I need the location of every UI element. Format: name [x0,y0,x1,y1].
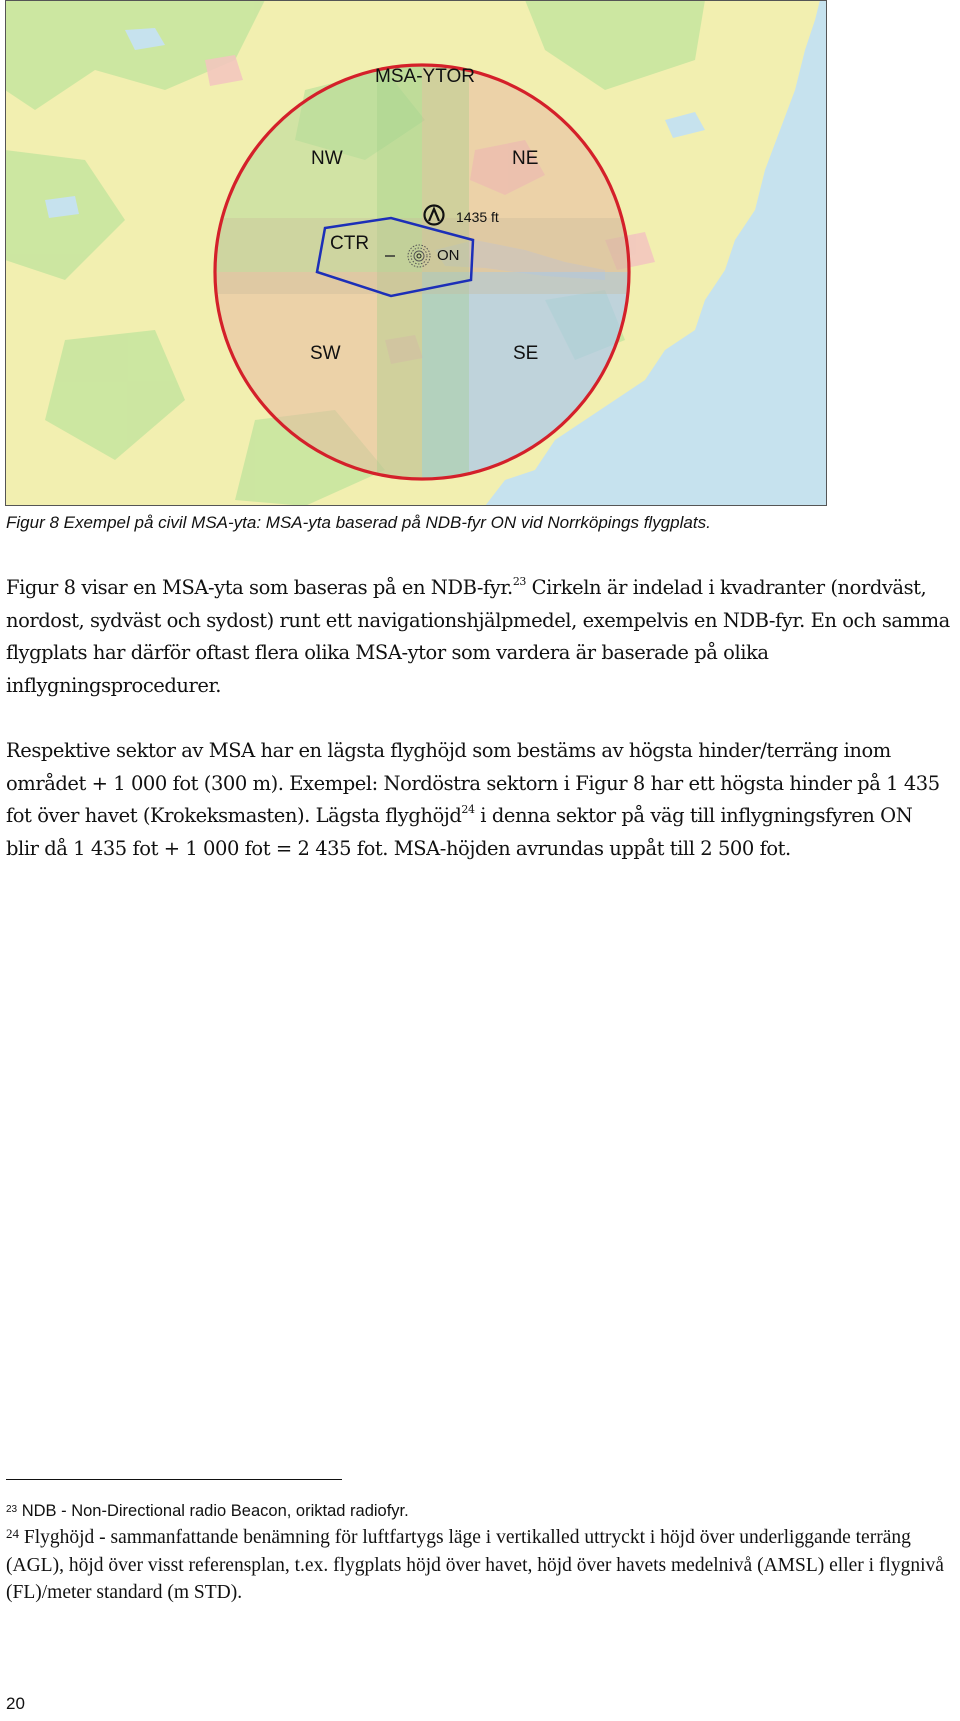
ctr-label: CTR [330,233,370,254]
paragraph-1 [6,572,950,702]
sector-nw-label: NW [311,148,343,169]
paragraph-2-start: Respektive sektor av MSA har en lägsta flyghöjd som bestäms av högsta hinder/terräng inom området + 1 000 fot (300 m). Exempel: Nordöstra sektorn i Figur 8 har ett högsta hinder på 1 435 fot över havet (Krokeksmasten). Lägsta flyghöjd [6,739,940,827]
figure-caption: Figur 8 Exempel på civil MSA-yta: MSA-yta baserad på NDB-fyr ON vid Norrköpings flygplats. [6,513,711,532]
msa-figure [5,0,827,506]
paragraph-1-start: Figur 8 visar en MSA-yta som baseras på en NDB-fyr. [6,576,513,599]
footnote-24-text: Flyghöjd - sammanfattande benämning för luftfartygs läge i vertikalled uttryckt i höjd över underliggande terräng (AGL), höjd över visst referensplan, t.ex. flygplats höjd över havet, höjd över havets medelnivå (AMSL) eller i flygnivå (FL)/meter standard (m STD). [6,1527,944,1603]
page-number: 20 [6,1694,25,1713]
footnote-24 [6,1524,950,1607]
beacon-label: ON [437,247,460,264]
figure-title: MSA-YTOR [375,66,475,87]
footnote-23-text: NDB - Non-Directional radio Beacon, oriktad radiofyr. [17,1502,409,1520]
paragraph-1-rest: Cirkeln är indelad i kvadranter (nordväst, nordost, sydväst och sydost) runt ett navigationshjälpmedel, exempelvis en NDB-fyr. En och samma flygplats har därför oftast flera olika MSA-ytor som vardera är baserade på olika inflygningsprocedurer. [6,576,950,697]
sector-se-label: SE [513,343,539,364]
sector-sw-label: SW [310,343,341,364]
sector-ne-label: NE [512,148,539,169]
footnote-divider [6,1479,342,1480]
horizontal-band [205,218,645,294]
footnote-ref-24[interactable]: 24 [461,803,475,816]
footnote-24-number: 24 [6,1526,19,1541]
footnote-ref-23[interactable]: 23 [512,575,526,588]
paragraph-2 [6,735,950,865]
paragraph-2-rest: i denna sektor på väg till inflygningsfyren ON blir då 1 435 fot + 1 000 fot = 2 435 fot. MSA-höjden avrundas uppåt till 2 500 fot. [6,804,913,860]
footnote-23-number: 23 [6,1504,18,1515]
obstacle-height-label: 1435 ft [456,209,499,225]
footnote-23 [6,1500,409,1522]
msa-map [5,0,827,506]
